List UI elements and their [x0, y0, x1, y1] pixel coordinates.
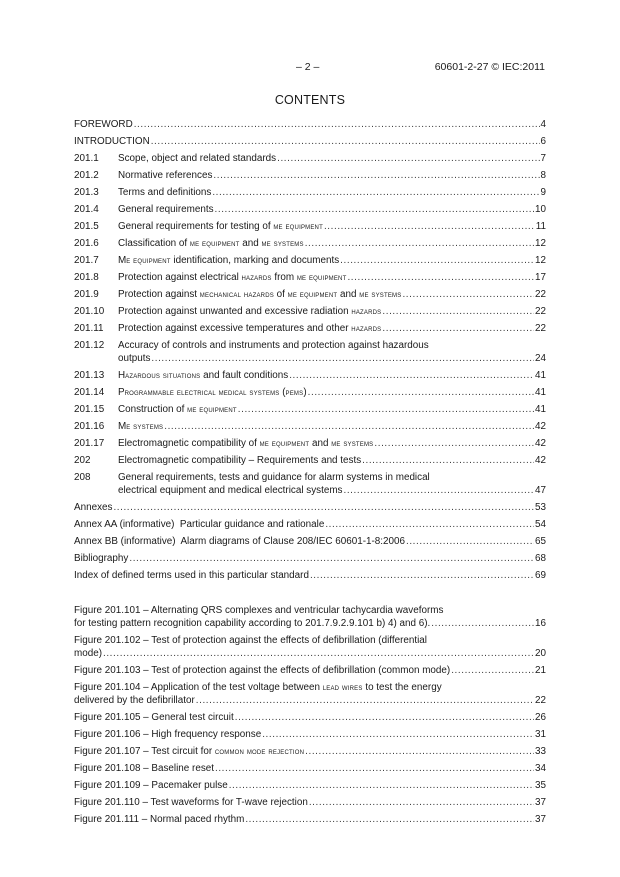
dot-leader	[431, 617, 534, 630]
defined-term: azardous situations	[125, 370, 201, 380]
figure-title-line1: Figure 201.104 – Application of the test voltage between lead wires to test the energy	[74, 682, 442, 693]
toc-page: 6	[540, 136, 546, 147]
defined-term: lead wires	[322, 682, 363, 692]
figure-entry-201-102[interactable]	[74, 634, 546, 660]
defined-term: hazards	[351, 306, 382, 316]
toc-page: 11	[535, 221, 546, 232]
toc-title: Protection against unwanted and excessive radiation hazards	[118, 306, 382, 317]
toc-title-line2: electrical equipment and medical electrical systems	[118, 485, 343, 496]
dot-leader	[277, 152, 539, 165]
toc-title: Classification of me equipment and me systems	[118, 238, 304, 249]
toc-page: 69	[535, 570, 546, 581]
dot-leader	[324, 220, 535, 233]
toc-title: Me systems	[118, 421, 164, 432]
toc-title: Protection against electrical hazards from me equipment	[118, 272, 347, 283]
figure-entry-201-103[interactable]	[74, 664, 546, 677]
clause-number: 202	[74, 455, 91, 466]
toc-page: 12	[535, 238, 546, 249]
toc-title: FOREWORD	[74, 119, 133, 130]
dot-leader	[151, 352, 534, 365]
dot-leader	[402, 288, 534, 301]
toc-title: Hazardous situations and fault conditions	[118, 370, 289, 381]
dot-leader	[245, 813, 534, 826]
clause-number: 208	[74, 472, 91, 483]
toc-title: General requirements	[118, 204, 214, 215]
toc-page: 42	[535, 421, 546, 432]
defined-term: me systems	[331, 438, 374, 448]
toc-title: Protection against mechanical hazards of me equipment and me systems	[118, 289, 402, 300]
defined-term: hazards	[351, 323, 382, 333]
figure-title-line2: for testing pattern recognition capability according to 201.7.9.2.9.101 b) 4) and 6).	[74, 618, 431, 629]
dot-leader	[362, 454, 534, 467]
toc-entry-annex-bb[interactable]	[74, 535, 546, 548]
dot-leader	[235, 711, 534, 724]
defined-term: me equipment	[189, 238, 240, 248]
toc-entry-201-2[interactable]	[74, 169, 546, 182]
figure-title: Figure 201.103 – Test of protection against the effects of defibrillation (common mode)	[74, 665, 451, 676]
figure-entry-201-104[interactable]	[74, 681, 546, 707]
toc-title-line1: General requirements, tests and guidance for alarm systems in medical	[118, 472, 430, 483]
dot-leader	[196, 694, 534, 707]
toc-page: 35	[535, 780, 546, 791]
toc-page: 65	[535, 536, 546, 547]
toc-title: Protection against excessive temperatures and other hazards	[118, 323, 382, 334]
dot-leader	[213, 169, 539, 182]
defined-term: me equipment	[259, 438, 310, 448]
toc-entry-201-9[interactable]	[74, 288, 546, 301]
toc-title: Index of defined terms used in this particular standard	[74, 570, 309, 581]
defined-term: me equipment	[187, 404, 237, 414]
dot-leader	[215, 762, 534, 775]
toc-entry-annex-aa[interactable]	[74, 518, 546, 531]
toc-page: 34	[535, 763, 546, 774]
dot-leader	[134, 118, 540, 131]
toc-page: 4	[540, 119, 546, 130]
clause-number: 201.14	[74, 387, 105, 398]
toc-entry-201-15[interactable]	[74, 403, 546, 416]
toc-page: 7	[540, 153, 546, 164]
dot-leader	[238, 403, 534, 416]
toc-entry-202[interactable]	[74, 454, 546, 467]
toc-page: 12	[535, 255, 546, 266]
toc-title-line2: outputs	[118, 353, 151, 364]
toc-page: 37	[535, 797, 546, 808]
dot-leader	[374, 437, 534, 450]
figure-title: Figure 201.109 – Pacemaker pulse	[74, 780, 228, 791]
dot-leader	[382, 322, 534, 335]
toc-title: Me equipment identification, marking and documents	[118, 255, 340, 266]
figure-entry-201-101[interactable]	[74, 604, 546, 630]
toc-entry-201-16[interactable]	[74, 420, 546, 433]
defined-term: pems	[285, 387, 304, 397]
toc-entry-201-8[interactable]	[74, 271, 546, 284]
defined-term: hazards	[241, 272, 272, 282]
figure-title: Figure 201.111 – Normal paced rhythm	[74, 814, 245, 825]
figure-entry-201-111[interactable]	[74, 813, 546, 826]
defined-term: me equipment	[273, 221, 323, 231]
dot-leader	[343, 484, 534, 497]
clause-number: 201.5	[74, 221, 99, 232]
dot-leader	[229, 779, 534, 792]
clause-number: 201.16	[74, 421, 105, 432]
table-of-contents	[74, 118, 546, 586]
toc-entry-introduction[interactable]	[74, 135, 546, 148]
toc-page: 22	[535, 289, 546, 300]
toc-entry-201-4[interactable]	[74, 203, 546, 216]
figure-title: Figure 201.105 – General test circuit	[74, 712, 234, 723]
dot-leader	[406, 535, 534, 548]
clause-number: 201.12	[74, 340, 105, 351]
toc-page: 37	[535, 814, 546, 825]
toc-entry-index[interactable]	[74, 569, 546, 582]
toc-page: 42	[535, 455, 546, 466]
toc-page: 42	[535, 438, 546, 449]
figure-entry-201-107[interactable]	[74, 745, 546, 758]
dot-leader	[340, 254, 534, 267]
dot-leader	[212, 186, 539, 199]
page-header	[0, 61, 620, 75]
dot-leader	[164, 420, 534, 433]
dot-leader	[382, 305, 534, 318]
dot-leader	[325, 518, 534, 531]
dot-leader	[309, 796, 534, 809]
toc-entry-201-1[interactable]	[74, 152, 546, 165]
toc-entry-annexes[interactable]	[74, 501, 546, 514]
dot-leader	[103, 647, 534, 660]
figure-entry-201-108[interactable]	[74, 762, 546, 775]
document-reference: 60601-2-27 © IEC:2011	[434, 61, 545, 73]
dot-leader	[451, 664, 534, 677]
toc-title: Terms and definitions	[118, 187, 212, 198]
dot-leader	[289, 369, 534, 382]
toc-page: 41	[535, 404, 546, 415]
toc-title: Electromagnetic compatibility – Requirements and tests	[118, 455, 362, 466]
toc-page: 24	[535, 353, 546, 364]
dot-leader	[310, 569, 534, 582]
toc-entry-bibliography[interactable]	[74, 552, 546, 565]
toc-entry-foreword[interactable]	[74, 118, 546, 131]
figure-title: Figure 201.107 – Test circuit for common mode rejection	[74, 746, 305, 757]
list-of-figures	[74, 604, 546, 830]
toc-entry-208[interactable]	[74, 471, 546, 497]
dot-leader	[308, 386, 534, 399]
toc-page: 22	[535, 695, 546, 706]
clause-number: 201.15	[74, 404, 105, 415]
toc-page: 9	[540, 187, 546, 198]
figure-title-line2: mode)	[74, 648, 102, 659]
figure-entry-201-110[interactable]	[74, 796, 546, 809]
contents-title: CONTENTS	[274, 93, 346, 107]
defined-term: me systems	[359, 289, 402, 299]
toc-title: Electromagnetic compatibility of me equipment and me systems	[118, 438, 374, 449]
clause-number: 201.7	[74, 255, 99, 266]
toc-page: 22	[535, 306, 546, 317]
toc-title: General requirements for testing of me equipment	[118, 221, 323, 232]
clause-number: 201.17	[74, 438, 105, 449]
toc-entry-201-6[interactable]	[74, 237, 546, 250]
toc-page: 68	[535, 553, 546, 564]
toc-page: 16	[535, 618, 546, 629]
dot-leader	[262, 728, 534, 741]
figure-title-line2: delivered by the defibrillator	[74, 695, 195, 706]
toc-page: 26	[535, 712, 546, 723]
defined-term: e systems	[126, 421, 164, 431]
clause-number: 201.10	[74, 306, 105, 317]
clause-number: 201.8	[74, 272, 99, 283]
toc-entry-201-3[interactable]	[74, 186, 546, 199]
clause-number: 201.13	[74, 370, 105, 381]
toc-page: 21	[535, 665, 546, 676]
toc-entry-201-13[interactable]	[74, 369, 546, 382]
toc-entry-201-5[interactable]	[74, 220, 546, 233]
toc-entry-201-14[interactable]	[74, 386, 546, 399]
toc-page: 41	[535, 387, 546, 398]
toc-page: 8	[540, 170, 546, 181]
figure-title-line1: Figure 201.101 – Alternating QRS complexes and ventricular tachycardia waveforms	[74, 605, 444, 616]
page-number: – 2 –	[296, 61, 320, 73]
figure-title: Figure 201.106 – High frequency response	[74, 729, 262, 740]
toc-title: Annex BB (informative) Alarm diagrams of Clause 208/IEC 60601-1-8:2006	[74, 536, 405, 547]
toc-page: 10	[535, 204, 546, 215]
figure-title: Figure 201.108 – Baseline reset	[74, 763, 214, 774]
clause-number: 201.2	[74, 170, 99, 181]
dot-leader	[151, 135, 540, 148]
figure-entry-201-109[interactable]	[74, 779, 546, 792]
toc-entry-201-10[interactable]	[74, 305, 546, 318]
dot-leader	[113, 501, 534, 514]
clause-number: 201.11	[74, 323, 104, 334]
toc-title: Construction of me equipment	[118, 404, 237, 415]
toc-page: 20	[535, 648, 546, 659]
dot-leader	[129, 552, 534, 565]
clause-number: 201.4	[74, 204, 99, 215]
defined-term: me systems	[261, 238, 304, 248]
clause-number: 201.9	[74, 289, 99, 300]
toc-page: 31	[535, 729, 546, 740]
defined-term: rogrammable electrical medical systems	[124, 387, 280, 397]
toc-title: Annexes	[74, 502, 113, 513]
toc-entry-201-17[interactable]	[74, 437, 546, 450]
toc-entry-201-12[interactable]	[74, 339, 546, 365]
toc-page: 53	[535, 502, 546, 513]
toc-title: Programmable electrical medical systems (pems)	[118, 387, 307, 398]
toc-page: 22	[535, 323, 546, 334]
figure-title: Figure 201.110 – Test waveforms for T-wave rejection	[74, 797, 308, 808]
toc-title: Scope, object and related standards	[118, 153, 277, 164]
defined-term: e equipment	[126, 255, 171, 265]
toc-title-line1: Accuracy of controls and instruments and protection against hazardous	[118, 340, 429, 351]
toc-page: 41	[535, 370, 546, 381]
toc-title: Bibliography	[74, 553, 129, 564]
defined-term: common mode rejection	[214, 746, 305, 756]
dot-leader	[215, 203, 535, 216]
toc-page: 47	[535, 485, 546, 496]
toc-entry-201-11[interactable]	[74, 322, 546, 335]
figure-entry-201-106[interactable]	[74, 728, 546, 741]
clause-number: 201.1	[74, 153, 99, 164]
toc-title: Normative references	[118, 170, 213, 181]
toc-entry-201-7[interactable]	[74, 254, 546, 267]
defined-term: me equipment	[287, 289, 338, 299]
dot-leader	[347, 271, 534, 284]
toc-page: 54	[535, 519, 546, 530]
clause-number: 201.3	[74, 187, 99, 198]
defined-term: me equipment	[296, 272, 347, 282]
clause-number: 201.6	[74, 238, 99, 249]
toc-title: INTRODUCTION	[74, 136, 150, 147]
toc-page: 33	[535, 746, 546, 757]
dot-leader	[305, 237, 534, 250]
figure-entry-201-105[interactable]	[74, 711, 546, 724]
toc-title: Annex AA (informative) Particular guidance and rationale	[74, 519, 325, 530]
figure-title-line1: Figure 201.102 – Test of protection against the effects of defibrillation (differential	[74, 635, 427, 646]
defined-term: mechanical hazards	[199, 289, 274, 299]
dot-leader	[305, 745, 534, 758]
toc-page: 17	[535, 272, 546, 283]
